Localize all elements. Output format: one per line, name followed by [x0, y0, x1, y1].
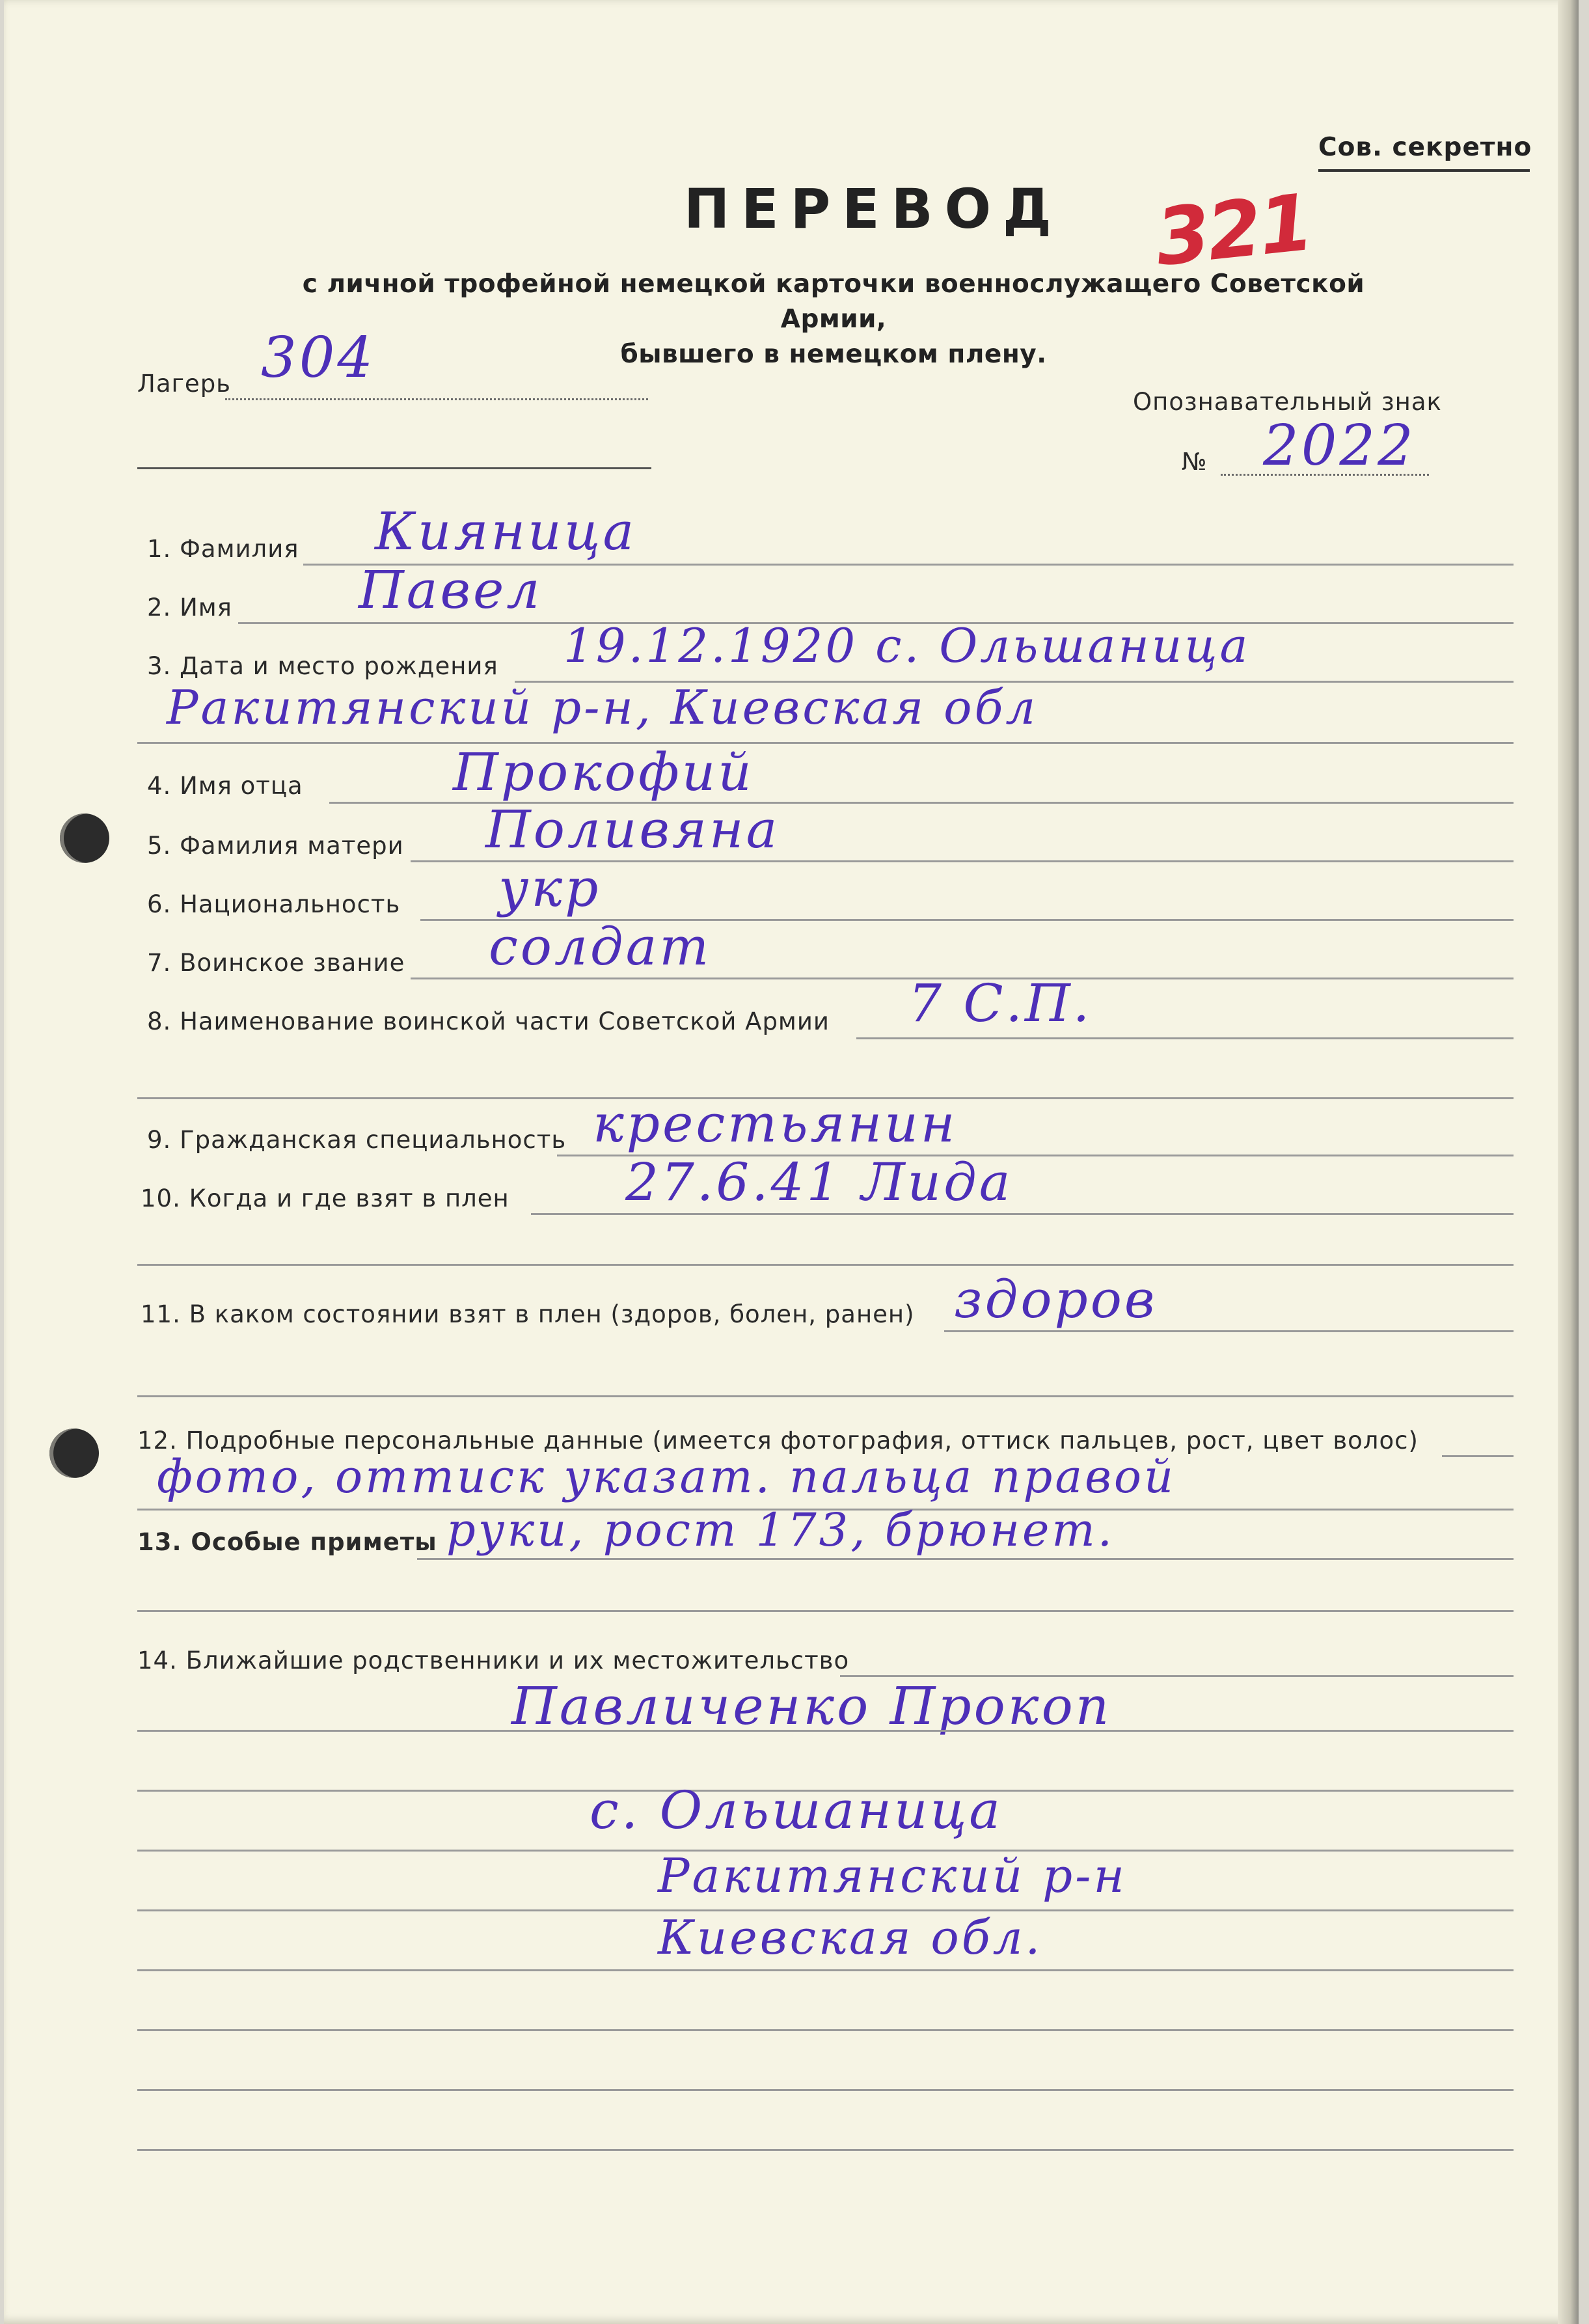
field-10-label: 10. Когда и где взят в плен — [141, 1184, 509, 1212]
id-tag-label: Опознавательный знак — [1133, 388, 1442, 416]
field-14-address-1: с. Ольшаница — [590, 1780, 1003, 1840]
field-11-line — [944, 1330, 1514, 1332]
camp-label: Лагерь — [137, 370, 231, 398]
field-8-line — [856, 1037, 1514, 1039]
document-subtitle — [251, 267, 1416, 372]
field-8-value: 7 С.П. — [908, 973, 1093, 1033]
field-14-line-7 — [137, 2029, 1514, 2031]
field-14-address-3: Киевская обл. — [658, 1910, 1043, 1965]
field-14-label: 14. Ближайшие родственники и их местожительство — [137, 1647, 850, 1675]
field-3-value: 19.12.1920 с. Ольшаница — [564, 618, 1251, 673]
field-6-label: 6. Национальность — [147, 890, 401, 918]
field-10-line-2 — [137, 1264, 1514, 1266]
field-10-value: 27.6.41 Лида — [625, 1152, 1013, 1212]
field-3-label: 3. Дата и место рождения — [147, 652, 498, 680]
field-14-line-8 — [137, 2089, 1514, 2091]
field-11-label: 11. В каком состоянии взят в плен (здоров, болен, ранен) — [141, 1300, 915, 1328]
punch-hole-top — [60, 813, 109, 863]
field-9-label: 9. Гражданская специальность — [147, 1126, 567, 1154]
camp-value: 304 — [261, 325, 376, 390]
field-1-value: Кияница — [375, 501, 637, 562]
subtitle-line-1: с личной трофейной немецкой карточки военнослужащего Советской Армии, — [302, 269, 1365, 334]
field-8-label: 8. Наименование воинской части Советской Армии — [147, 1007, 830, 1035]
field-11-value: здоров — [954, 1269, 1158, 1330]
field-2-label: 2. Имя — [147, 594, 232, 622]
id-tag-number-sign: № — [1182, 448, 1208, 476]
field-14-relative: Павличенко Прокоп — [511, 1676, 1112, 1736]
field-5-label: 5. Фамилия матери — [147, 832, 404, 860]
field-10-line — [531, 1213, 1514, 1215]
field-12-line — [1442, 1455, 1514, 1457]
classification-label: Сов. секретно — [1318, 133, 1532, 162]
field-11-line-2 — [137, 1395, 1514, 1397]
field-13-line-2 — [137, 1610, 1514, 1612]
field-7-value: солдат — [489, 916, 712, 977]
camp-extra-line — [137, 467, 651, 469]
field-3-line-2 — [137, 742, 1514, 744]
field-12-label: 12. Подробные персональные данные (имеется фотография, оттиск пальцев, рост, цвет волос) — [137, 1427, 1419, 1455]
classification-underline — [1318, 169, 1530, 172]
field-1-label: 1. Фамилия — [147, 535, 299, 563]
camp-line — [225, 398, 648, 400]
punch-hole-bottom — [49, 1429, 99, 1478]
field-9-value: крестьянин — [593, 1093, 958, 1154]
field-4-label: 4. Имя отца — [147, 772, 303, 800]
paper-edge — [1558, 0, 1579, 2324]
archive-number-stamp: 321 — [1151, 177, 1316, 284]
id-tag-value: 2022 — [1263, 413, 1416, 478]
field-13-line — [417, 1558, 1514, 1560]
field-7-label: 7. Воинское звание — [147, 949, 405, 977]
field-13-label: 13. Особые приметы — [137, 1528, 437, 1556]
field-6-value: укр — [498, 858, 601, 918]
field-2-value: Павел — [359, 560, 543, 620]
field-5-value: Поливяна — [485, 799, 780, 860]
field-14-address-2: Ракитянский р-н — [658, 1848, 1127, 1903]
field-13-value: руки, рост 173, брюнет. — [446, 1503, 1115, 1557]
document-title: ПЕРЕВОД — [684, 177, 1063, 241]
field-4-value: Прокофий — [453, 742, 754, 802]
field-14-line-9 — [137, 2149, 1514, 2151]
field-3-value-2: Ракитянский р-н, Киевская обл — [167, 680, 1039, 735]
field-12-value: фото, оттиск указат. пальца правой — [157, 1450, 1176, 1503]
subtitle-line-2: бывшего в немецком плену. — [620, 340, 1047, 369]
field-14-line-6 — [137, 1969, 1514, 1971]
field-14-line-2 — [137, 1730, 1514, 1732]
document-sheet — [4, 0, 1579, 2324]
